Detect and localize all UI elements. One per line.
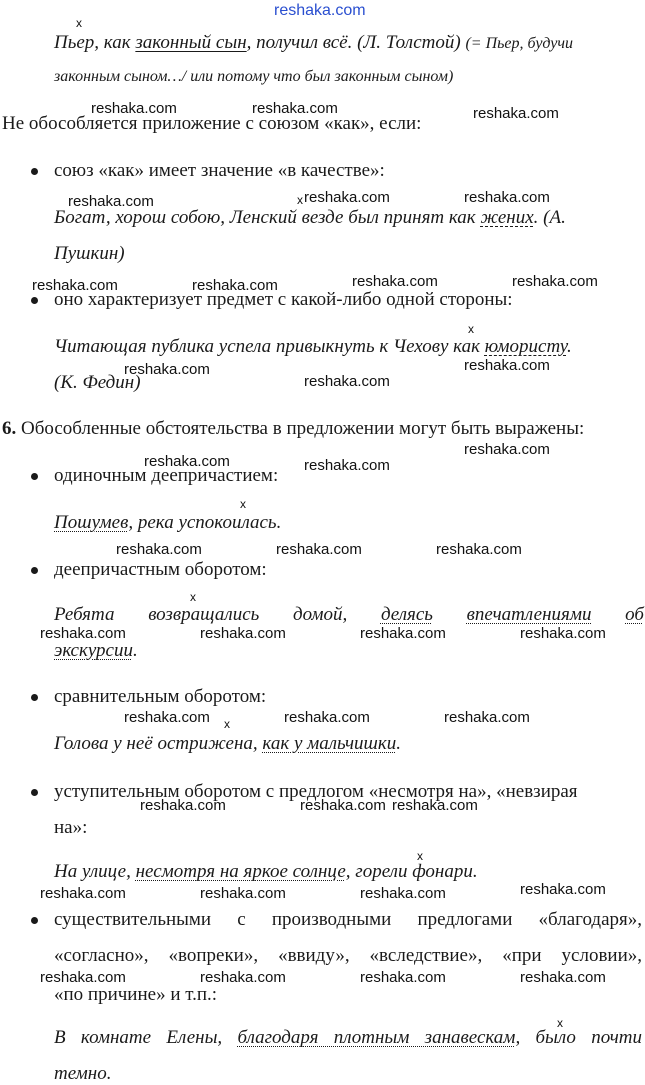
example-word: возвращались — [148, 604, 260, 625]
example-text: , было почти — [515, 1027, 643, 1048]
item-label-cont: на»: — [54, 817, 88, 838]
example-lensky — [54, 207, 566, 229]
watermark: reshaka.com — [200, 625, 286, 642]
watermark: reshaka.com — [124, 709, 210, 726]
example-text: . — [396, 733, 402, 754]
watermark: reshaka.com — [124, 361, 210, 378]
watermark: reshaka.com — [512, 273, 598, 290]
example-note-line2: законным сыном…/ или потому что был законным сыном) — [54, 68, 454, 85]
underlined-word: впечатлениями — [466, 604, 592, 625]
example-text: Богат, хорош собою, Ленский везде был принят как — [54, 207, 481, 228]
example-participial — [54, 604, 644, 626]
watermark: reshaka.com — [352, 273, 438, 290]
bullet-marker — [31, 917, 38, 924]
item-label-cont: «по причине» и т.п.: — [54, 984, 218, 1005]
bullet-text: союз «как» имеет значение «в качестве»: — [54, 160, 385, 181]
underlined-word: жених — [480, 207, 534, 228]
bullet-text: оно характеризует предмет с какой-либо одной стороны: — [54, 289, 513, 310]
example-word: домой, — [292, 604, 348, 625]
watermark: reshaka.com — [300, 797, 386, 814]
underlined-phrase: как у мальчишки — [262, 733, 397, 754]
example-pierre — [54, 32, 573, 54]
example-participial-end — [54, 640, 138, 662]
x-mark: x — [240, 497, 246, 511]
watermark: reshaka.com — [284, 709, 370, 726]
watermark: reshaka.com — [464, 357, 550, 374]
rule-intro: Не обособляется приложение с союзом «как», если: — [2, 113, 422, 134]
watermark: reshaka.com — [91, 100, 177, 117]
watermark: reshaka.com — [304, 373, 390, 390]
example-text: . — [132, 640, 138, 661]
section-text: Обособленные обстоятельства в предложении могут быть выражены: — [21, 418, 585, 439]
watermark: reshaka.com — [116, 541, 202, 558]
item-label: деепричастным оборотом: — [54, 559, 267, 580]
x-mark: x — [190, 590, 196, 604]
watermark: reshaka.com — [444, 709, 530, 726]
watermark: reshaka.com — [140, 797, 226, 814]
example-text: . (А. — [533, 207, 566, 228]
x-mark: x — [76, 16, 82, 30]
watermark: reshaka.com — [252, 100, 338, 117]
watermark: reshaka.com — [360, 625, 446, 642]
x-mark: x — [557, 1016, 563, 1030]
example-text: В комнате Елены, — [54, 1027, 238, 1048]
x-mark: x — [417, 849, 423, 863]
watermark: reshaka.com — [40, 969, 126, 986]
item-label-cont: «согласно», «вопреки», «ввиду», «вследствие», «при условии», — [54, 945, 642, 966]
site-watermark-top[interactable]: reshaka.com — [274, 2, 366, 19]
underlined-word: об — [625, 604, 644, 625]
x-mark: x — [468, 322, 474, 336]
watermark: reshaka.com — [304, 189, 390, 206]
bullet-marker — [31, 473, 38, 480]
watermark: reshaka.com — [464, 189, 550, 206]
example-text: , река успокоилась. — [128, 512, 282, 533]
watermark: reshaka.com — [520, 881, 606, 898]
watermark: reshaka.com — [192, 277, 278, 294]
underlined-word: экскурсии — [54, 640, 133, 661]
watermark: reshaka.com — [392, 797, 478, 814]
example-author: Пушкин) — [54, 243, 125, 264]
x-mark: x — [297, 193, 303, 207]
section-number: 6. — [2, 418, 17, 439]
example-text: Пьер, как — [54, 32, 136, 53]
example-comparative — [54, 733, 401, 755]
watermark: reshaka.com — [40, 885, 126, 902]
watermark: reshaka.com — [360, 885, 446, 902]
example-text: . — [566, 336, 572, 357]
section-heading — [2, 418, 584, 440]
example-concessive — [54, 861, 478, 883]
watermark: reshaka.com — [520, 625, 606, 642]
bullet-marker — [31, 168, 38, 175]
example-text: , горели фонари. — [345, 861, 478, 882]
example-author: (К. Федин) — [54, 372, 141, 393]
underlined-phrase: несмотря на яркое солнце — [135, 861, 346, 882]
watermark: reshaka.com — [40, 625, 126, 642]
watermark: reshaka.com — [200, 969, 286, 986]
bullet-marker — [31, 694, 38, 701]
item-label: существительными с производными предлогами «благодаря», — [54, 909, 642, 930]
example-text: , получил всё. (Л. Толстой) — [246, 32, 466, 53]
underlined-word: юмористу — [484, 336, 567, 357]
bullet-marker — [31, 297, 38, 304]
watermark: reshaka.com — [276, 541, 362, 558]
underlined-word: делясь — [380, 604, 433, 625]
example-text: Читающая публика успела привыкнуть к Чехову как — [54, 336, 485, 357]
watermark: reshaka.com — [464, 441, 550, 458]
underlined-phrase: благодаря плотным занавескам — [237, 1027, 516, 1048]
example-gerund — [54, 512, 281, 534]
watermark: reshaka.com — [304, 457, 390, 474]
watermark: reshaka.com — [200, 885, 286, 902]
watermark: reshaka.com — [360, 969, 446, 986]
watermark: reshaka.com — [436, 541, 522, 558]
example-chekhov — [54, 336, 572, 358]
example-note: (= Пьер, будучи — [465, 35, 574, 52]
bullet-marker — [31, 789, 38, 796]
bullet-marker — [31, 567, 38, 574]
item-label: одиночным деепричастием: — [54, 465, 279, 486]
example-word: Ребята — [54, 604, 115, 625]
underlined-gerund: Пошумев — [54, 512, 129, 533]
watermark: reshaka.com — [520, 969, 606, 986]
example-text: На улице, — [54, 861, 136, 882]
example-prepositional-end: темно. — [54, 1063, 112, 1084]
item-label: сравнительным оборотом: — [54, 686, 267, 707]
underlined-apposition: законный сын — [135, 32, 247, 53]
example-prepositional — [54, 1027, 642, 1049]
item-label: уступительным оборотом с предлогом «несмотря на», «невзирая — [54, 781, 578, 802]
x-mark: x — [224, 717, 230, 731]
example-text: Голова у неё острижена, — [54, 733, 263, 754]
watermark: reshaka.com — [32, 277, 118, 294]
watermark: reshaka.com — [144, 453, 230, 470]
watermark: reshaka.com — [68, 193, 154, 210]
watermark: reshaka.com — [473, 105, 559, 122]
